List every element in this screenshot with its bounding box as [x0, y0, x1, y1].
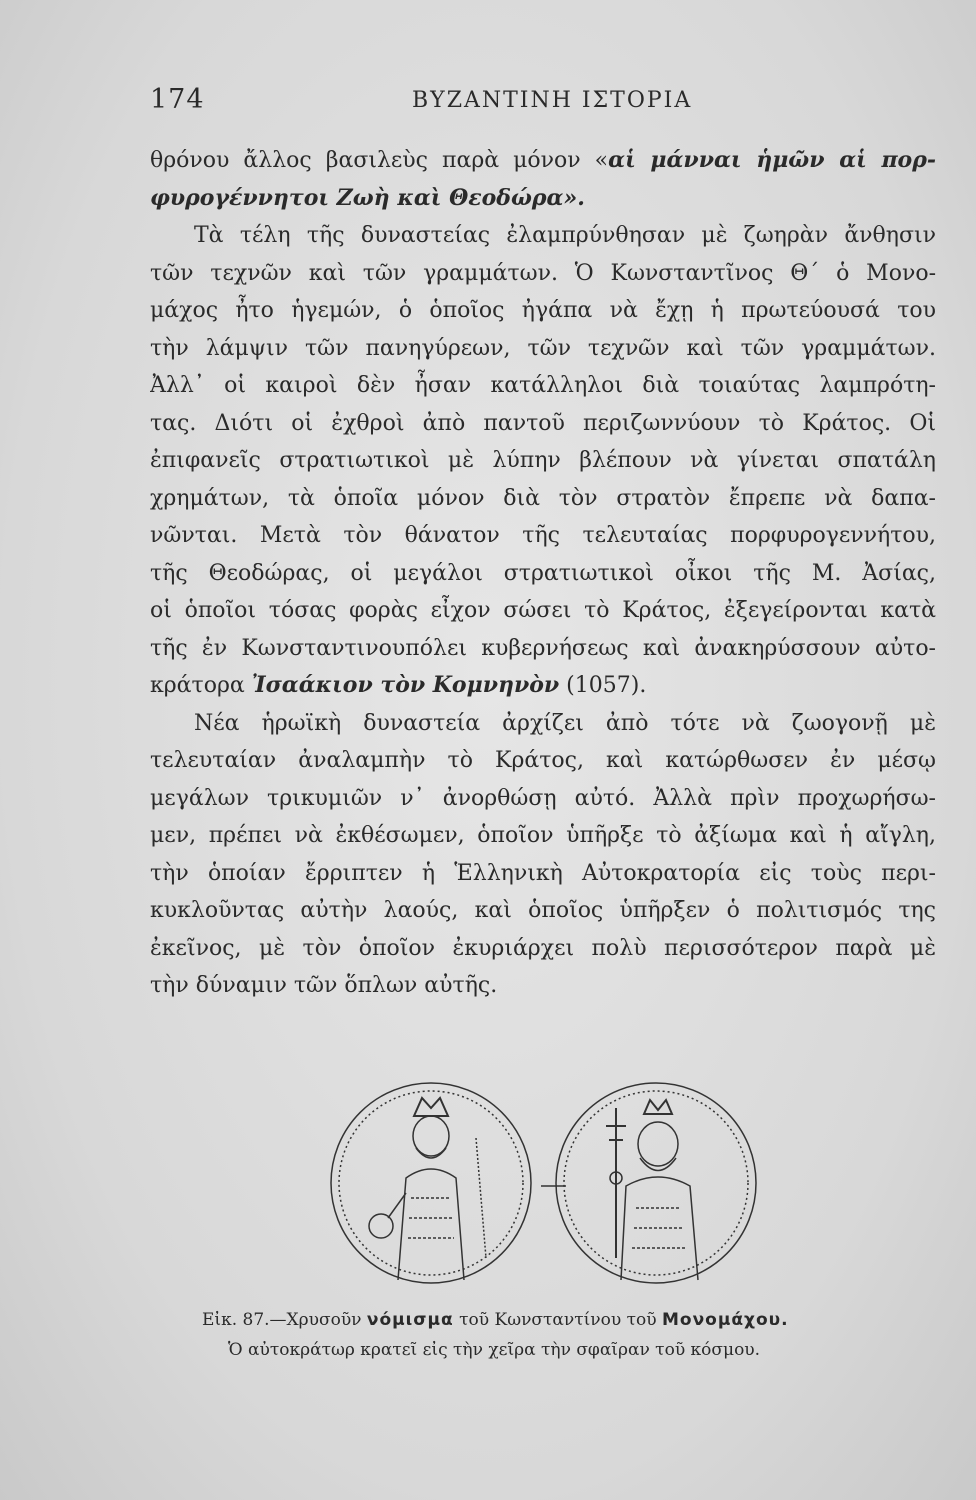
- caption-bold-word: νόμισμα: [366, 1310, 454, 1330]
- text-line: Τὰ τέλη τῆς δυναστείας ἐλαμπρύνθησαν μὲ ζωηρὰν ἄνθησιν: [194, 223, 936, 248]
- page-number: 174: [150, 84, 205, 115]
- text-line: μεγάλων τρικυμιῶν ν᾽ ἀνορθώσῃ αὐτό. Ἀλλὰ πρὶν προχωρήσω-: [150, 785, 936, 811]
- text-line: ἐκεῖνος, μὲ τὸν ὁποῖον ἐκυριάρχει πολὺ περισσότερον παρὰ μὲ: [150, 935, 936, 961]
- page-header: [150, 76, 930, 116]
- text-line: τῆς ἐν Κωνσταντινουπόλει κυβερνήσεως καὶ ἀνακηρύσσουν αὐτο-: [150, 635, 936, 661]
- text-line: μεν, πρέπει νὰ ἐκθέσωμεν, ὁποῖον ὑπῆρξε τὸ ἀξίωμα καὶ ἡ αἴγλη,: [150, 823, 936, 848]
- text-line: φυρογέννητοι Ζωὴ καὶ Θεοδώρα».: [150, 184, 585, 211]
- coin-illustration: [326, 1068, 936, 1298]
- text-line: νῶνται. Μετὰ τὸν θάνατον τῆς τελευταίας πορφυρογεννήτου,: [150, 523, 936, 548]
- text-line: Νέα ἡρωϊκὴ δυναστεία ἀρχίζει ἀπὸ τότε νὰ ζωογονῇ μὲ: [194, 710, 936, 736]
- text-line: τῆς Θεοδώρας, οἱ μεγάλοι στρατιωτικοὶ οἶκοι τῆς Μ. Ἀσίας,: [150, 560, 936, 586]
- text-line: Ἀλλ᾽ οἱ καιροὶ δὲν ἦσαν κατάλληλοι διὰ τοιαύτας λαμπρότη-: [150, 373, 936, 398]
- caption-label: Εἰκ. 87.—Χρυσοῦν: [202, 1310, 362, 1330]
- running-title: ΒΥΖΑΝΤΙΝΗ ΙΣΤΟΡΙΑ: [412, 88, 693, 113]
- text-line: τῶν τεχνῶν καὶ τῶν γραμμάτων. Ὁ Κωνσταντῖνος Θ΄ ὁ Μονο-: [150, 260, 936, 286]
- caption-middle: τοῦ Κωνσταντίνου τοῦ: [459, 1310, 657, 1330]
- text-line: τας. Διότι οἱ ἐχθροὶ ἀπὸ παντοῦ περιζωννύουν τὸ Κράτος. Οἱ: [150, 410, 936, 436]
- text-line: τὴν δύναμιν τῶν ὅπλων αὐτῆς.: [150, 973, 498, 998]
- caption-line-2: Ὁ αὐτοκράτωρ κρατεῖ εἰς τὴν χεῖρα τὴν σφαῖραν τοῦ κόσμου.: [228, 1340, 761, 1360]
- text-line: τελευταίαν ἀναλαμπὴν τὸ Κράτος, καὶ κατώρθωσεν ἐν μέσῳ: [150, 748, 936, 773]
- body-text: [150, 142, 936, 1005]
- coin-obverse: [331, 1083, 531, 1283]
- text-line: κυκλοῦντας αὐτὴν λαούς, καὶ ὁποῖος ὑπῆρξεν ὁ πολιτισμός της: [150, 898, 936, 923]
- text-line: θρόνου ἄλλος βασιλεὺς παρὰ μόνον «αἱ μάνναι ἡμῶν αἱ πορ-: [150, 147, 936, 173]
- text-line: κράτορα Ἰσαάκιον τὸν Κομνηνὸν (1057).: [150, 672, 647, 698]
- text-line: χρημάτων, τὰ ὁποῖα μόνον διὰ τὸν στρατὸν ἔπρεπε νὰ δαπα-: [150, 485, 936, 511]
- emphasized-name: Ἰσαάκιον τὸν Κομνηνὸν: [251, 672, 560, 698]
- text-line: μάχος ἦτο ἡγεμών, ὁ ὁποῖος ἠγάπα νὰ ἔχῃ ἡ πρωτεύουσά του: [150, 298, 936, 323]
- figure-caption: [180, 1305, 940, 1365]
- caption-bold-name: Μονομάχου.: [661, 1310, 789, 1330]
- text-line: οἱ ὁποῖοι τόσας φορὰς εἶχον σώσει τὸ Κράτος, ἐξεγείρονται κατὰ: [150, 598, 936, 623]
- text-line: τὴν ὁποίαν ἔρριπτεν ἡ Ἑλληνικὴ Αὐτοκρατορία εἰς τοὺς περι-: [150, 860, 936, 886]
- text-line: ἐπιφανεῖς στρατιωτικοὶ μὲ λύπην βλέπουν νὰ γίνεται σπατάλη: [150, 448, 936, 473]
- coin-reverse: [556, 1083, 756, 1283]
- text-line: τὴν λάμψιν τῶν πανηγύρεων, τῶν τεχνῶν καὶ τῶν γραμμάτων.: [150, 335, 936, 361]
- caption-line-1: [180, 1305, 940, 1335]
